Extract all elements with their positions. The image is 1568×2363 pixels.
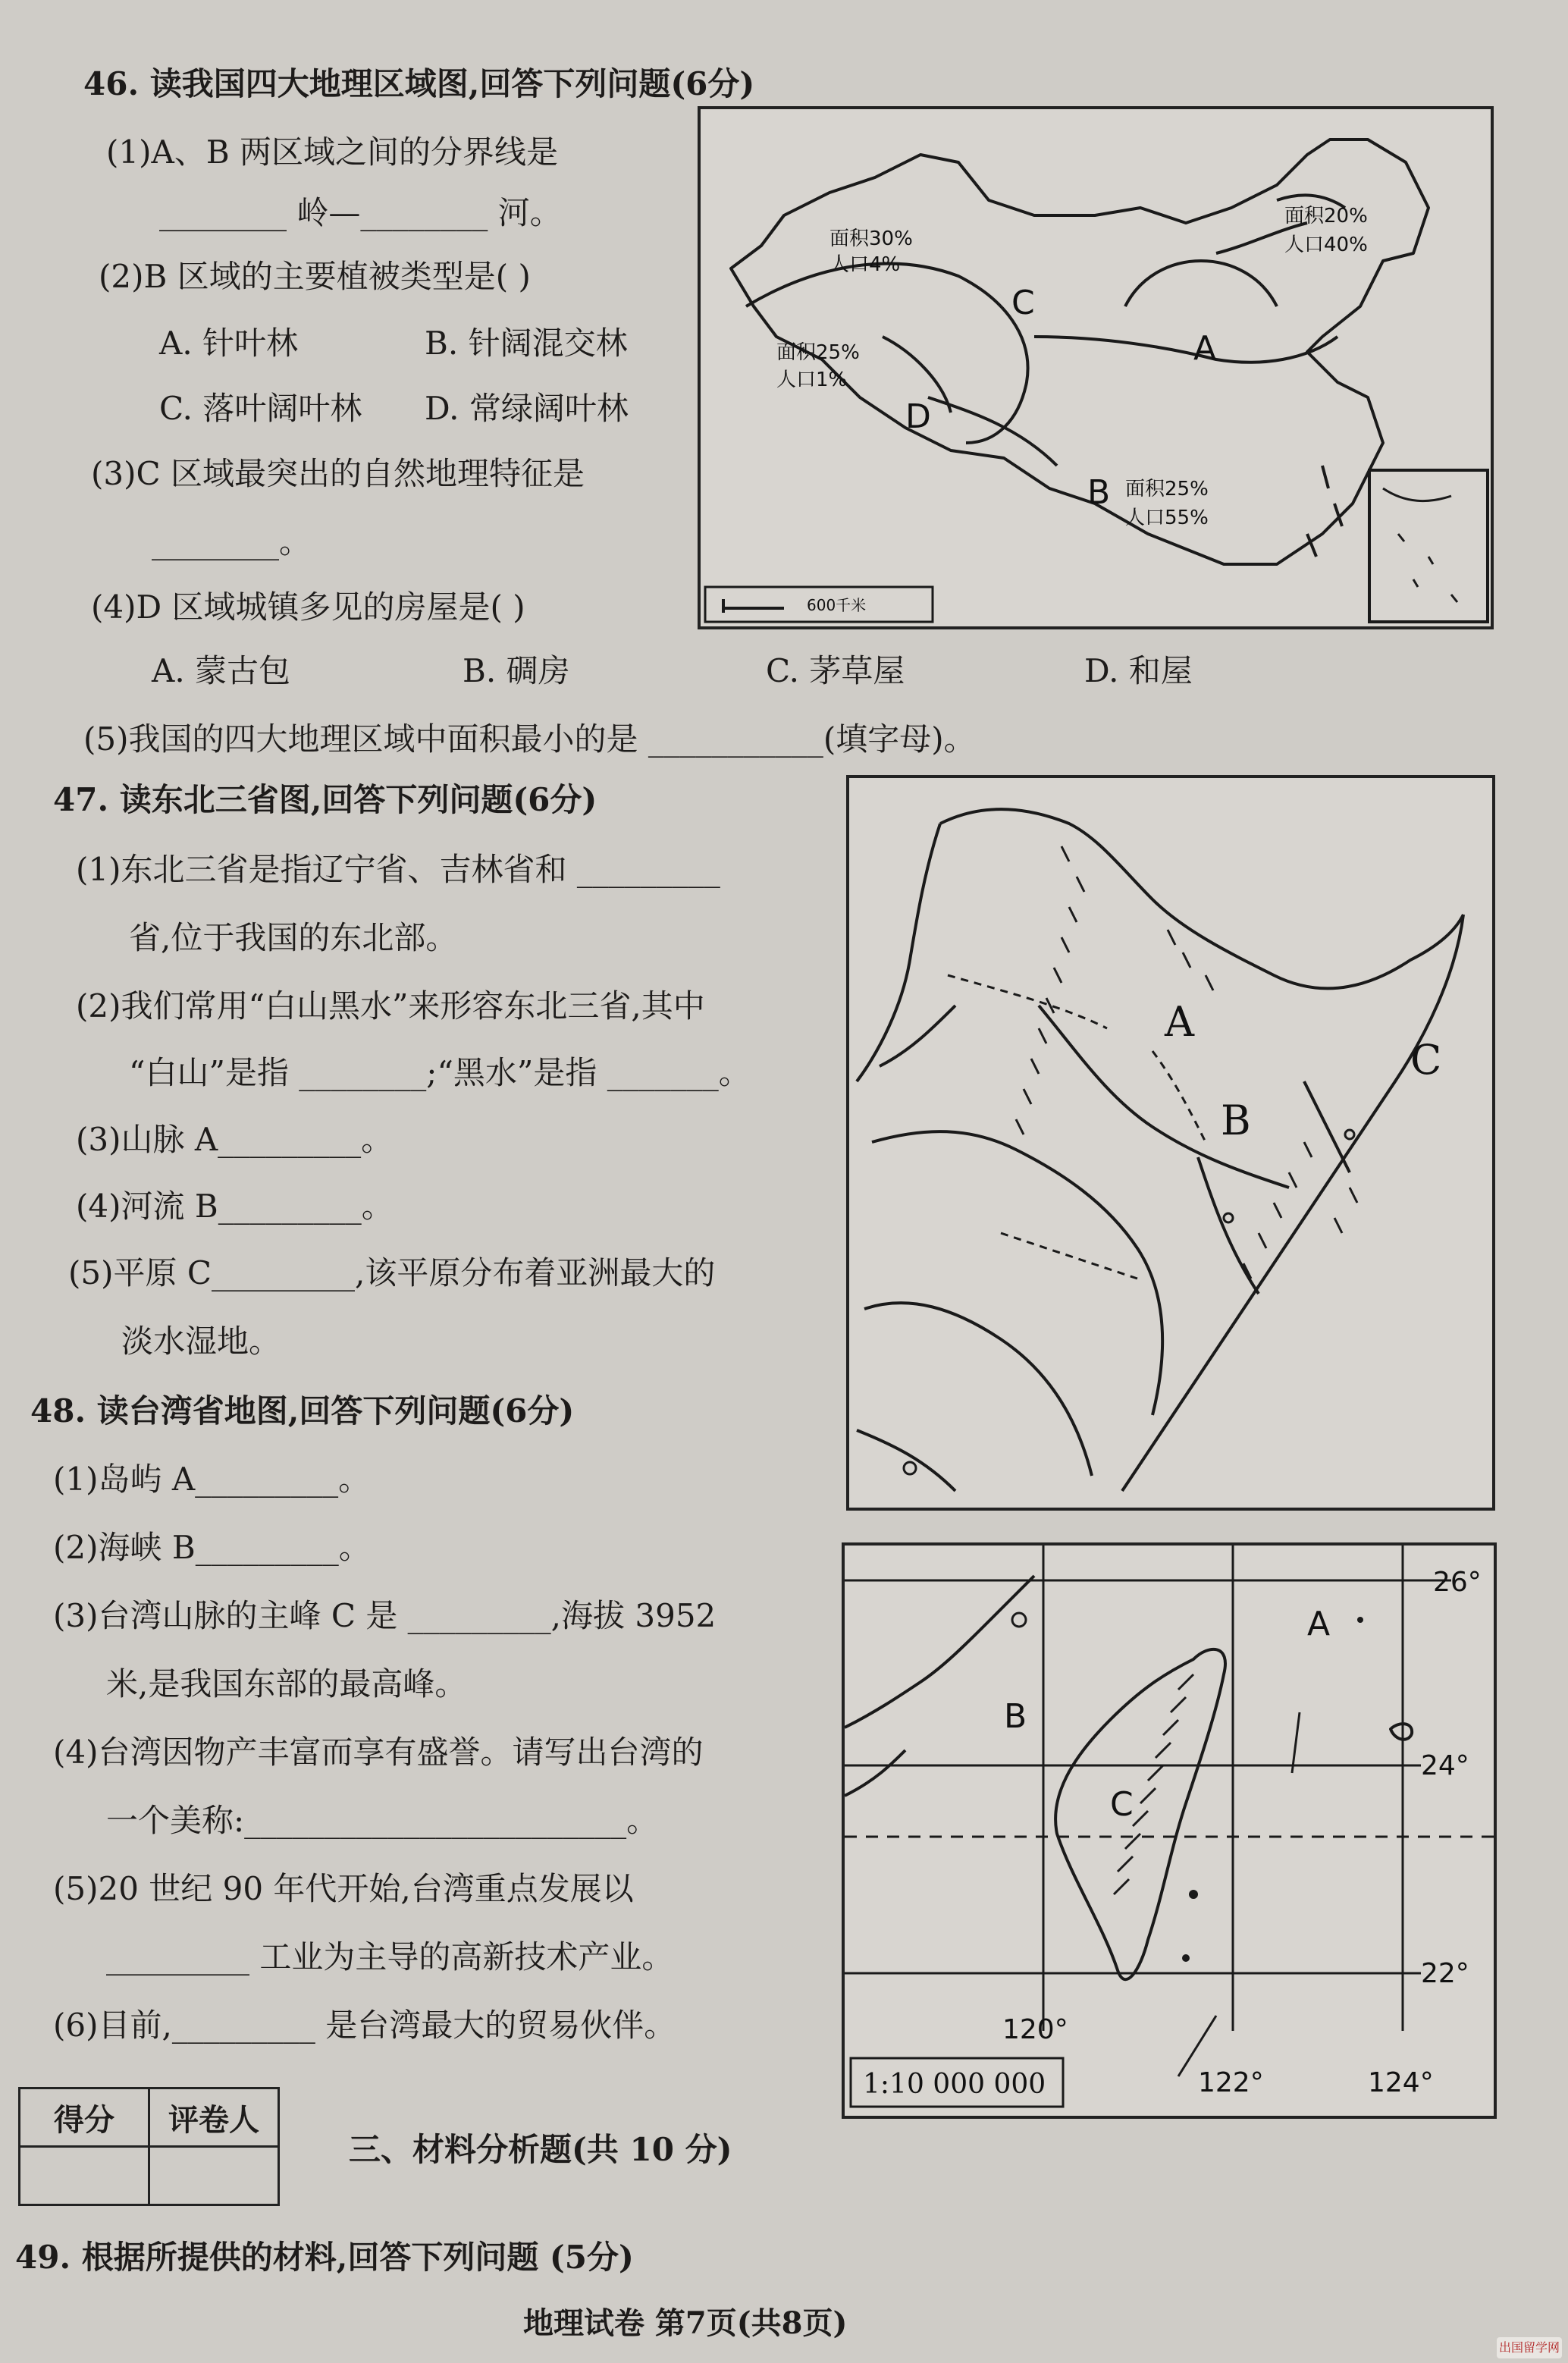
q46-line: (1)A、B 两区域之间的分界线是 [106, 133, 559, 171]
region-b-label: B [1087, 473, 1111, 512]
lon-124-label: 124° [1368, 2067, 1434, 2098]
q47-line: (4)河流 B_________。 [76, 1188, 394, 1225]
page-footer: 地理试卷 第7页(共8页) [523, 2305, 848, 2341]
section-3-title: 三、材料分析题(共 10 分) [349, 2131, 732, 2168]
score-table [18, 2087, 280, 2206]
region-d-label: D [905, 397, 931, 436]
q48-line: 一个美称:________________________。 [106, 1802, 659, 1839]
q47-line: (1)东北三省是指辽宁省、吉林省和 _________ [76, 851, 720, 888]
region-d-pop: 人口1% [776, 369, 848, 391]
region-a-area: 面积20% [1284, 205, 1368, 228]
taiwan-outline [845, 1546, 1494, 2116]
q46-option: A. 针叶林 [159, 325, 299, 362]
region-b-area: 面积25% [1125, 478, 1209, 501]
score-cell[interactable] [20, 2147, 149, 2205]
lon-120-label: 120° [1002, 2014, 1068, 2045]
q46-line: ________ 岭—________ 河。 [159, 194, 562, 231]
q48-line: (6)目前,_________ 是台湾最大的贸易伙伴。 [53, 2007, 676, 2044]
plain-c-label: C [1410, 1036, 1442, 1084]
q48-line: (5)20 世纪 90 年代开始,台湾重点发展以 [53, 1870, 634, 1907]
q46-option: A. 蒙古包 [152, 652, 291, 689]
score-header: 得分 [20, 2088, 149, 2147]
northeast-outline [849, 778, 1492, 1508]
q46-line: (4)D 区域城镇多见的房屋是( ) [91, 588, 525, 626]
q46-option: D. 和屋 [1084, 652, 1193, 689]
map-scale-text: 600千米 [807, 596, 867, 614]
region-d-area: 面积25% [776, 341, 860, 364]
q49-title: 49. 根据所提供的材料,回答下列问题 (5分) [15, 2239, 634, 2276]
grader-cell[interactable] [149, 2147, 279, 2205]
q46-option: C. 落叶阔叶林 [159, 390, 362, 427]
region-a-pop: 人口40% [1284, 234, 1368, 256]
river-b-label: B [1221, 1097, 1251, 1144]
south-sea-inset [1369, 470, 1488, 622]
q47-line: “白山”是指 ________;“黑水”是指 _______。 [129, 1054, 751, 1091]
q46-line: (2)B 区域的主要植被类型是( ) [99, 258, 531, 295]
lat-24-label: 24° [1421, 1750, 1469, 1781]
lat-26-label: 26° [1433, 1567, 1482, 1598]
region-c-area: 面积30% [829, 228, 913, 250]
q46-option: B. 碉房 [463, 652, 570, 689]
lon-122-label: 122° [1198, 2067, 1264, 2098]
q48-line: _________ 工业为主导的高新技术产业。 [106, 1938, 674, 1975]
q47-title: 47. 读东北三省图,回答下列问题(6分) [53, 781, 597, 818]
q48-line: (2)海峡 B_________。 [53, 1529, 371, 1566]
q47-line: 省,位于我国的东北部。 [129, 919, 458, 956]
taiwan-scale-text: 1:10 000 000 [863, 2069, 1046, 2100]
q47-line: (3)山脉 A_________。 [76, 1121, 394, 1158]
region-c-label: C [1011, 284, 1035, 322]
island-a-label: A [1307, 1605, 1331, 1643]
q47-line: 淡水湿地。 [121, 1323, 281, 1360]
q46-line: ________。 [152, 523, 312, 560]
q48-line: 米,是我国东部的最高峰。 [106, 1665, 467, 1702]
q48-title: 48. 读台湾省地图,回答下列问题(6分) [30, 1392, 575, 1429]
q46-option: B. 针阔混交林 [425, 325, 628, 362]
q46-line: (5)我国的四大地理区域中面积最小的是 ___________(填字母)。 [83, 720, 976, 758]
grader-header: 评卷人 [149, 2088, 279, 2147]
q46-option: C. 茅草屋 [766, 652, 905, 689]
q46-option: D. 常绿阔叶林 [425, 390, 629, 427]
q48-line: (1)岛屿 A_________。 [53, 1461, 371, 1498]
q47-line: (2)我们常用“白山黑水”来形容东北三省,其中 [76, 987, 705, 1025]
region-a-label: A [1193, 329, 1217, 368]
lat-22-label: 22° [1421, 1958, 1469, 1989]
northeast-map [846, 775, 1495, 1511]
peak-c-label: C [1110, 1785, 1134, 1824]
region-b-pop: 人口55% [1125, 507, 1209, 529]
q47-line: (5)平原 C_________,该平原分布着亚洲最大的 [68, 1254, 716, 1291]
q48-line: (4)台湾因物产丰富而享有盛誉。请写出台湾的 [53, 1734, 704, 1771]
region-c-pop: 人口4% [829, 253, 901, 276]
q46-title: 46. 读我国四大地理区域图,回答下列问题(6分) [83, 65, 755, 102]
q46-line: (3)C 区域最突出的自然地理特征是 [91, 455, 585, 492]
taiwan-map [842, 1542, 1497, 2119]
strait-b-label: B [1004, 1697, 1027, 1736]
watermark-logo: 出国留学网 [1497, 2337, 1562, 2358]
q48-line: (3)台湾山脉的主峰 C 是 _________,海拔 3952 [53, 1597, 717, 1634]
mountain-a-label: A [1165, 998, 1194, 1046]
china-regions-map [698, 106, 1494, 629]
